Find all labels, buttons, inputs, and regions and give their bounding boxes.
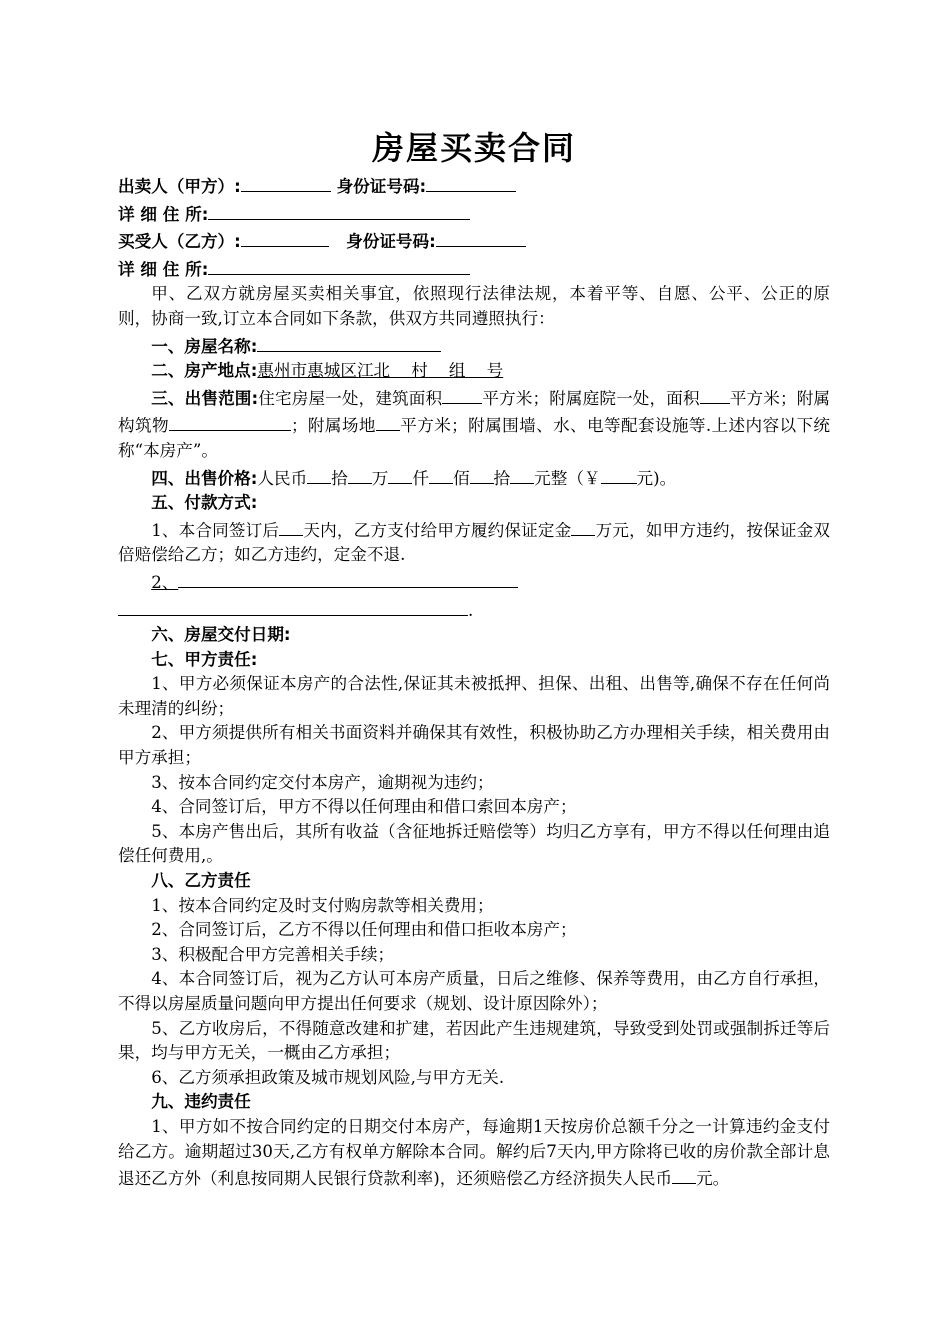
buyer-label: 买受人（乙方）:: [118, 232, 241, 252]
buyer-address-label: 详 细 住 所:: [118, 259, 209, 279]
price-number-blank: [601, 464, 637, 484]
section-3-heading: 三、出售范围:: [151, 388, 259, 408]
buyer-duty-3: 3、积极配合甲方完善相关手续；: [151, 944, 395, 964]
payment-2-label: 2、: [151, 572, 179, 592]
seller-label: 出卖人（甲方）:: [118, 177, 241, 196]
buyer-duty-6: 6、乙方须承担政策及城市规划风险,与甲方无关.: [151, 1067, 505, 1087]
location-text: 惠州市惠城区江北 村 组 号: [257, 361, 504, 381]
price-text-shi: 拾: [331, 468, 348, 488]
seller-id-label: 身份证号码:: [336, 177, 427, 196]
price-text-qian: 仟: [412, 468, 429, 488]
breach-1-text: 1、甲方如不按合同约定的日期交付本房产，每逾期1天按房价总额千分之一计算违约金支付给乙方。逾期超过30天,乙方有权单方解除本合同。解约后7天内,甲方除将已收的房价款全部计息退还乙方外（利息按同期人民银行贷款利率)，还须赔偿乙方经济损失人民币: [118, 1116, 830, 1189]
price-text-wan: 万: [371, 468, 389, 488]
site-area-blank: [376, 411, 400, 431]
section-2-heading: 二、房产地点:: [151, 361, 258, 381]
scope-text-4: ；附属场地: [290, 416, 376, 436]
section-8-heading: 八、乙方责任: [151, 871, 251, 891]
seller-address-blank: [208, 200, 470, 220]
breach-item-1: [118, 1115, 830, 1192]
section-6-heading: 六、房屋交付日期:: [151, 625, 291, 645]
scope-text-3: 平方米；附属构筑物: [118, 388, 831, 436]
buyer-duty-5: 5、乙方收房后，不得随意改建和扩建，若因此产生违规建筑，导致受到处罚或强制拆迁等后果，均与甲方无关，一概由乙方承担；: [118, 1018, 830, 1063]
buyer-line: [118, 227, 830, 255]
price-blank-2: [348, 464, 372, 484]
buyer-duty-2: 2、合同签订后，乙方不得以任何理由和借口拒收本房产；: [151, 920, 577, 940]
payment-1-text-a: 1、本合同签订后: [151, 520, 280, 540]
buyer-id-label: 身份证号码:: [346, 232, 436, 252]
deposit-amount-blank: [571, 516, 595, 536]
breach-1-end: 元。: [696, 1169, 730, 1189]
payment-item-1: [118, 516, 830, 568]
section-7-heading: 七、甲方责任:: [151, 649, 258, 669]
buyer-duty-1: 1、按本合同约定及时支付购房款等相关费用；: [151, 895, 494, 915]
payment-2-blank: [178, 568, 518, 588]
section-location: [118, 359, 830, 384]
payment-item-2-continued: [118, 596, 830, 624]
buyer-id-blank: [436, 227, 526, 247]
house-name-blank: [257, 332, 441, 352]
section-9-heading: 九、违约责任: [151, 1092, 251, 1112]
scope-text-5: 平方米；附属围墙、水、电等配套设施等.上述内容以下统称“本房产”。: [118, 416, 831, 460]
price-blank-1: [307, 464, 331, 484]
section-1-heading: 一、房屋名称:: [151, 336, 258, 356]
compensation-blank: [672, 1164, 696, 1184]
document-title: 房屋买卖合同: [371, 129, 576, 167]
contract-document: [118, 128, 830, 1192]
payment-item-2: [118, 568, 830, 596]
section-scope: [118, 384, 830, 464]
payment-2-end: .: [468, 600, 474, 620]
seller-duty-4: 4、合同签订后，甲方不得以任何理由和借口索回本房产；: [151, 797, 577, 817]
buyer-address-blank: [208, 255, 470, 275]
price-text-rmb: 人民币: [257, 468, 308, 488]
price-blank-4: [429, 464, 453, 484]
price-blank-5: [470, 464, 494, 484]
price-blank-3: [388, 464, 412, 484]
seller-address-line: [118, 200, 830, 228]
price-text-end: 元)。: [636, 468, 677, 488]
seller-duty-5: 5、本房产售出后，其所有收益（含征地拆迁赔偿等）均归乙方享有，甲方不得以任何理由追偿任何费用,。: [118, 821, 830, 866]
payment-2-blank-line-2: [118, 596, 468, 616]
price-text-shi-2: 拾: [493, 468, 511, 488]
scope-text-2: 平方米；附属庭院一处，面积: [482, 388, 700, 408]
seller-duty-1: 1、甲方必须保证本房产的合法性,保证其未被抵押、担保、出租、出售等,确保不存在任何尚未理清的纠纷；: [118, 674, 830, 718]
seller-id-blank: [426, 172, 516, 192]
building-area-blank: [442, 384, 482, 404]
price-text-yuan: 元整（￥: [534, 468, 601, 488]
buyer-duty-4: 4、本合同签订后，视为乙方认可本房产质量，日后之维修、保养等费用，由乙方自行承担，不得以房屋质量问题向甲方提出任何要求（规划、设计原因除外）；: [118, 969, 830, 1013]
price-text-bai: 佰: [452, 468, 470, 488]
seller-duty-2: 2、甲方须提供所有相关书面资料并确保其有效性，积极协助乙方办理相关手续，相关费用由甲方承担；: [118, 723, 830, 768]
scope-text-1: 住宅房屋一处，建筑面积: [258, 388, 443, 408]
section-house-name: [118, 332, 830, 360]
section-4-heading: 四、出售价格:: [151, 468, 258, 488]
section-price: [118, 464, 830, 492]
buyer-name-blank: [241, 227, 329, 247]
structures-blank: [169, 411, 291, 431]
payment-days-blank: [279, 516, 303, 536]
payment-1-text-b: 天内，乙方支付给甲方履约保证定金: [303, 520, 572, 540]
seller-address-label: 详 细 住 所:: [118, 204, 209, 224]
buyer-address-line: [118, 255, 830, 283]
seller-line: [118, 172, 830, 200]
seller-duty-3: 3、按本合同约定交付本房产，逾期视为违约；: [151, 772, 494, 792]
seller-name-blank: [241, 172, 331, 192]
price-blank-6: [510, 464, 534, 484]
yard-area-blank: [700, 384, 730, 404]
intro-paragraph: 甲、乙双方就房屋买卖相关事宜，依照现行法律法规，本着平等、自愿、公平、公正的原则，协商一致,订立本合同如下条款，供双方共同遵照执行：: [118, 284, 830, 328]
section-5-heading: 五、付款方式:: [151, 493, 258, 513]
payment-1-text-c: 万元，如甲方违约，按保证金双倍赔偿给乙方；如乙方违约，定金不退.: [118, 520, 831, 565]
